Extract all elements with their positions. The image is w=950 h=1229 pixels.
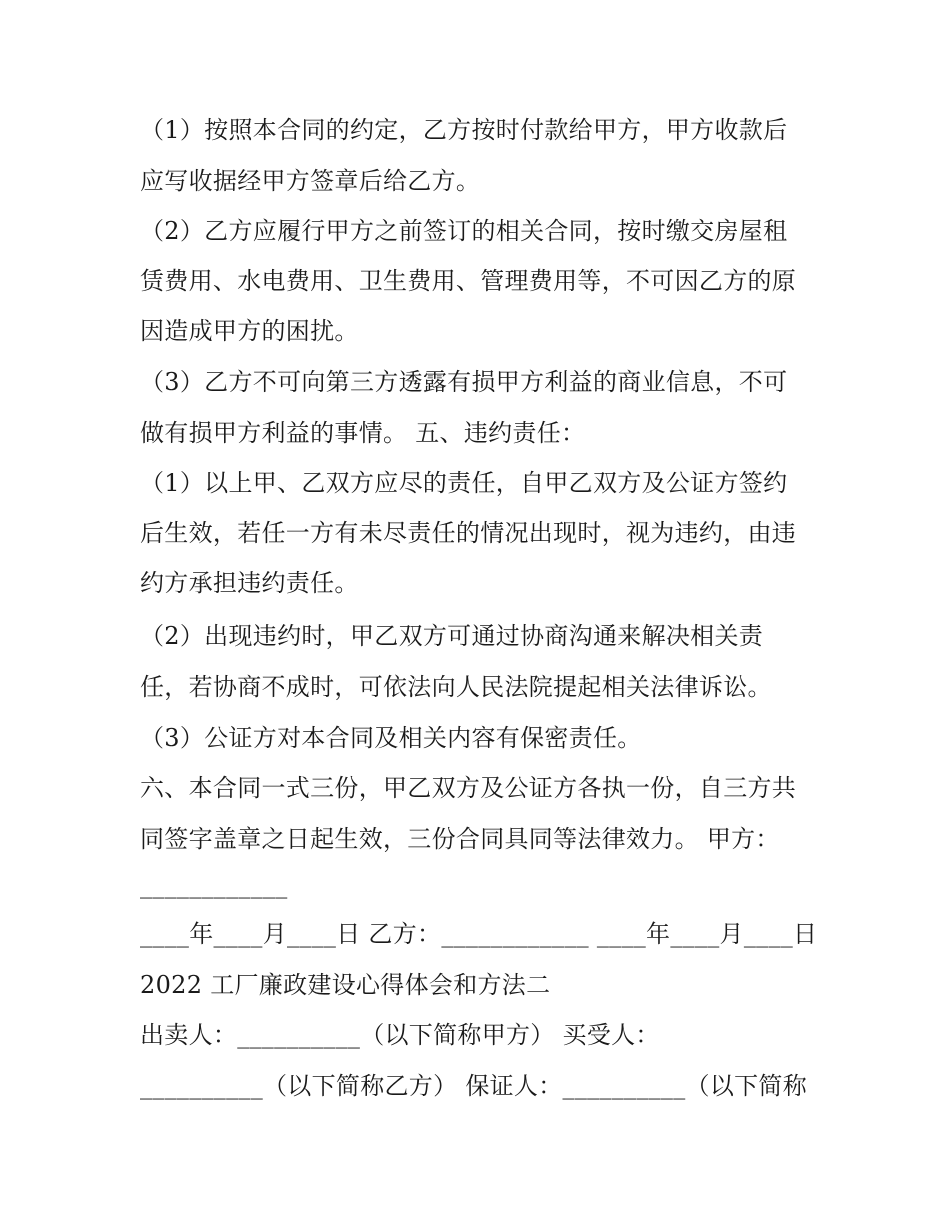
text-line: 六、本合同一式三份，甲乙双方及公证方各执一份，自三方共 (140, 774, 797, 802)
text-line: （2）出现违约时，甲乙双方可通过协商沟通来解决相关责 (140, 622, 764, 650)
section-heading: 2022 工厂廉政建设心得体会和方法二 (140, 971, 551, 999)
text-line: 任，若协商不成时，可依法向人民法院提起相关法律诉讼。 (140, 673, 772, 701)
text-line: （3）乙方不可向第三方透露有损甲方利益的商业信息，不可 (140, 368, 788, 396)
text-line: （1）按照本合同的约定，乙方按时付款给甲方，甲方收款后 (140, 116, 788, 144)
signature-blank-line: ____________ (140, 871, 288, 899)
text-line: 约方承担违约责任。 (140, 569, 359, 597)
text-line: （3）公证方对本合同及相关内容有保密责任。 (140, 724, 642, 752)
text-line: 同签字盖章之日起生效，三份合同具同等法律效力。 甲方： (140, 825, 780, 853)
text-line: （2）乙方应履行甲方之前签订的相关合同，按时缴交房屋租 (140, 217, 788, 245)
text-line: __________（以下简称乙方） 保证人：__________（以下简称 (140, 1072, 808, 1100)
text-line: 赁费用、水电费用、卫生费用、管理费用等，不可因乙方的原 (140, 267, 797, 295)
text-line: 出卖人：__________（以下简称甲方） 买受人： (140, 1021, 660, 1049)
text-line: 做有损甲方利益的事情。 五、违约责任： (140, 419, 586, 447)
date-line: ____年____月____日 乙方：____________ ____年____月____日 (140, 920, 818, 948)
text-line: （1）以上甲、乙双方应尽的责任，自甲乙双方及公证方签约 (140, 469, 788, 497)
text-line: 后生效，若任一方有未尽责任的情况出现时，视为违约，由违 (140, 519, 797, 547)
text-line: 应写收据经甲方签章后给乙方。 (140, 167, 481, 195)
text-line: 因造成甲方的困扰。 (140, 317, 359, 345)
